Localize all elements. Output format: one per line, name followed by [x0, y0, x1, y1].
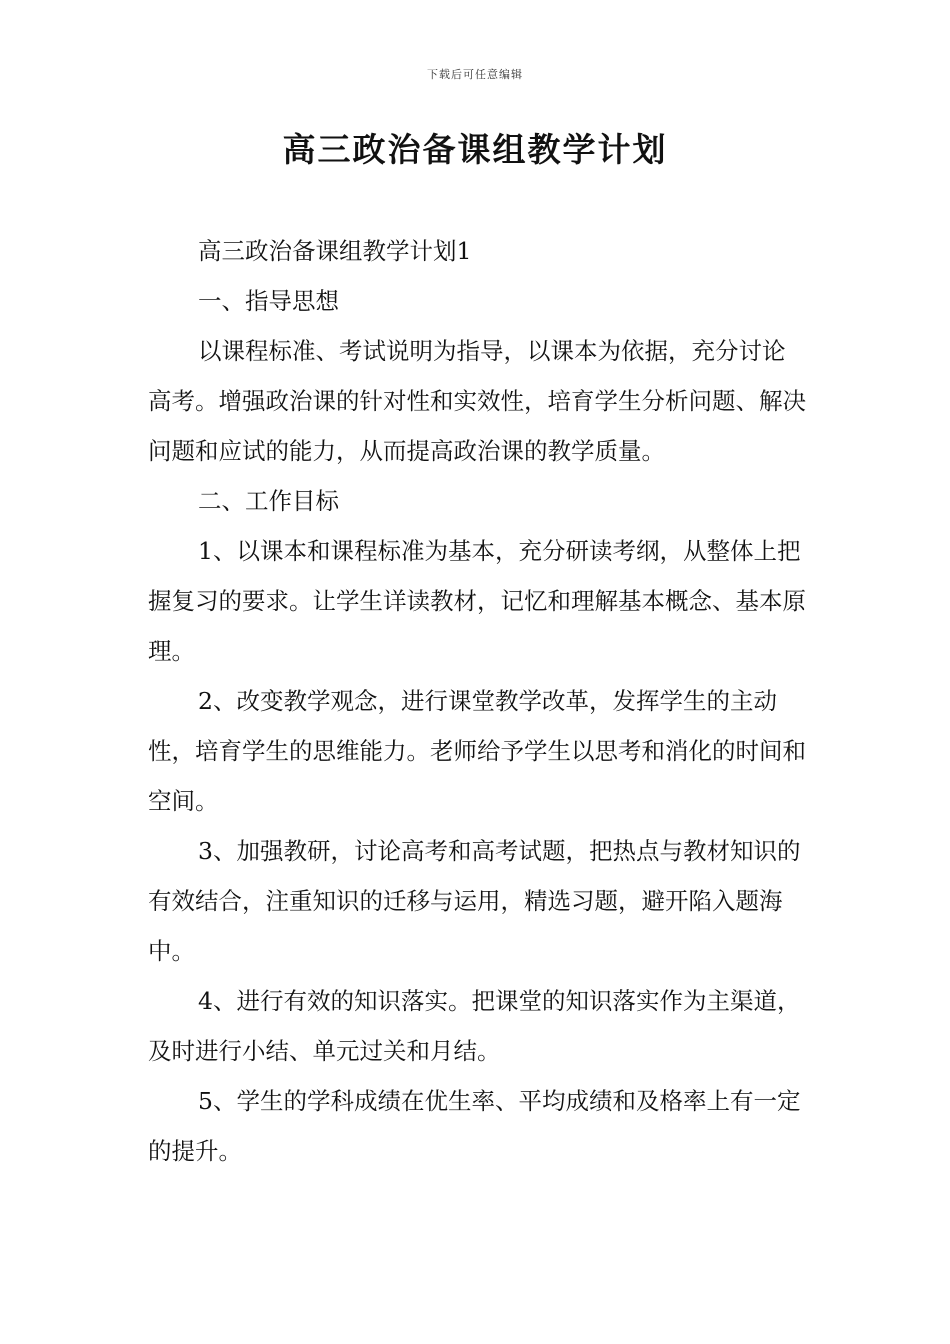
- heading-work-goals: 二、工作目标: [198, 487, 339, 515]
- paragraph-goal-3: 3、加强教研，讨论高考和高考试题，把热点与教材知识的有效结合，注重知识的迁移与运用，精选习题，避开陷入题海中。: [148, 837, 801, 965]
- paragraph-goal-4: 4、进行有效的知识落实。把课堂的知识落实作为主渠道，及时进行小结、单元过关和月结。: [148, 987, 801, 1065]
- document-title: 高三政治备课组教学计划: [282, 130, 668, 169]
- paragraph-guiding-thought: 以课程标准、考试说明为指导，以课本为依据，充分讨论高考。增强政治课的针对性和实效性，培育学生分析问题、解决问题和应试的能力，从而提高政治课的教学质量。: [148, 337, 806, 465]
- heading-guiding-thought: 一、指导思想: [198, 287, 339, 315]
- document-body: [148, 226, 808, 1176]
- paragraph-goal-5: 5、学生的学科成绩在优生率、平均成绩和及格率上有一定的提升。: [148, 1087, 801, 1165]
- paragraph-goal-1: 1、以课本和课程标准为基本，充分研读考纲，从整体上把握复习的要求。让学生详读教材，记忆和理解基本概念、基本原理。: [148, 537, 806, 665]
- section-subtitle: 高三政治备课组教学计划1: [198, 237, 472, 265]
- header-note: 下载后可任意编辑: [427, 68, 523, 81]
- paragraph-goal-2: 2、改变教学观念，进行课堂教学改革，发挥学生的主动性，培育学生的思维能力。老师给予学生以思考和消化的时间和空间。: [148, 687, 806, 815]
